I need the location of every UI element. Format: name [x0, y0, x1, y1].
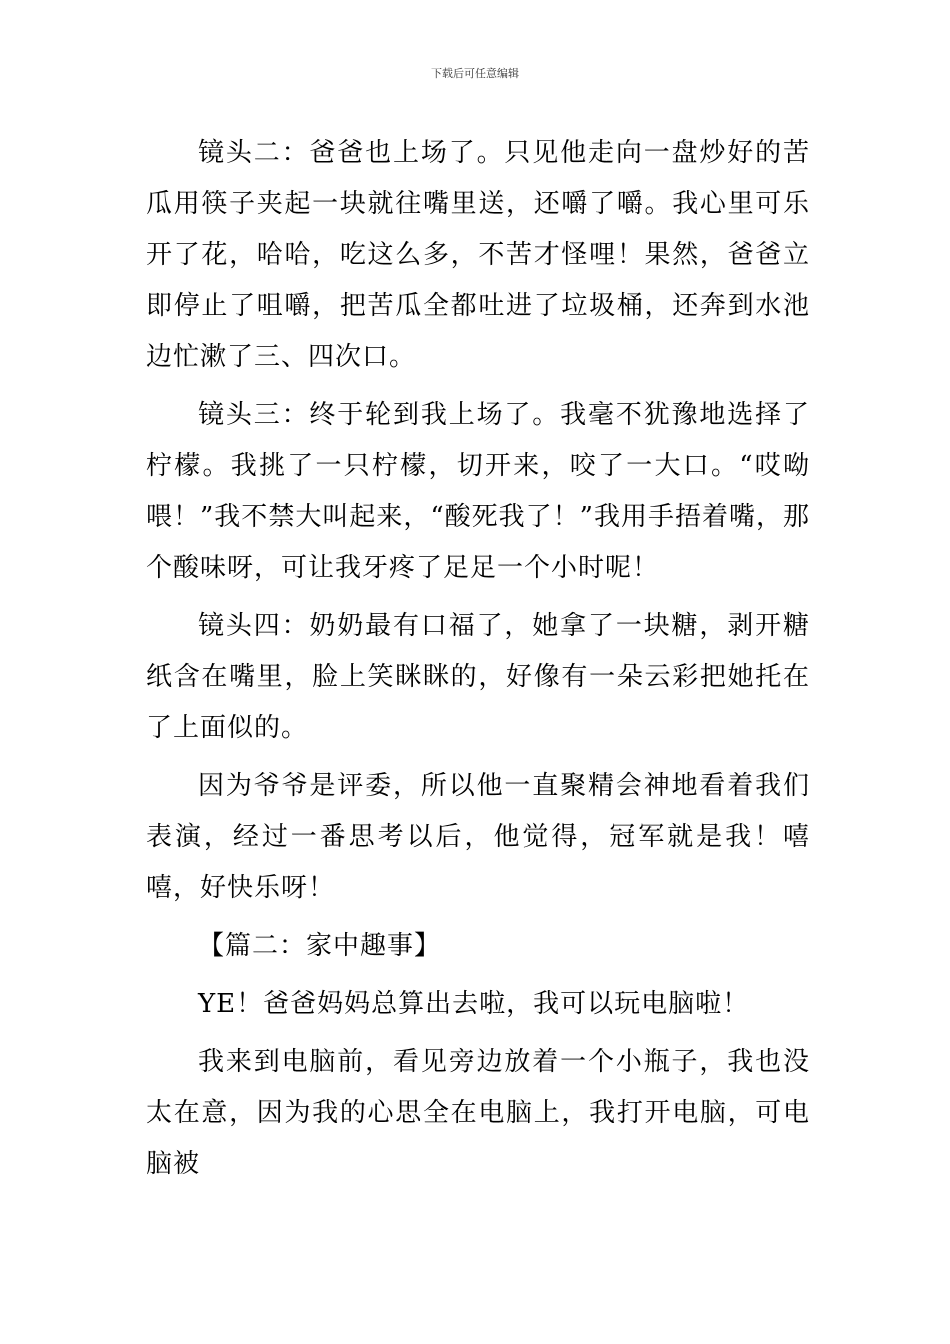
document-body — [146, 128, 810, 1190]
paragraph-scene-two: 镜头二：爸爸也上场了。只见他走向一盘炒好的苦瓜用筷子夹起一块就往嘴里送，还嚼了嚼。我心里可乐开了花，哈哈，吃这么多，不苦才怪哩！果然，爸爸立即停止了咀嚼，把苦瓜全都吐进了垃圾桶，还奔到水池边忙漱了三、四次口。 — [146, 138, 810, 372]
paragraph-intro: YE！爸爸妈妈总算出去啦，我可以玩电脑啦！ — [198, 989, 750, 1019]
paragraph-scene-three: 镜头三：终于轮到我上场了。我毫不犹豫地选择了柠檬。我挑了一只柠檬，切开来，咬了一大口。“哎呦喂！”我不禁大叫起来，“酸死我了！”我用手捂着嘴，那个酸味呀，可让我牙疼了足足一个小时呢！ — [146, 400, 810, 583]
paragraph-computer: 我来到电脑前，看见旁边放着一个小瓶子，我也没太在意，因为我的心思全在电脑上，我打开电脑，可电脑被 — [146, 1047, 810, 1179]
page-header: 下载后可任意编辑 — [431, 67, 519, 80]
paragraph-scene-four: 镜头四：奶奶最有口福了，她拿了一块糖，剥开糖纸含在嘴里，脸上笑眯眯的，好像有一朵云彩把她托在了上面似的。 — [146, 611, 810, 743]
section-heading: 【篇二：家中趣事】 — [198, 931, 442, 961]
paragraph-conclusion: 因为爷爷是评委，所以他一直聚精会神地看着我们表演，经过一番思考以后，他觉得，冠军就是我！嘻嘻，好快乐呀！ — [146, 771, 810, 903]
